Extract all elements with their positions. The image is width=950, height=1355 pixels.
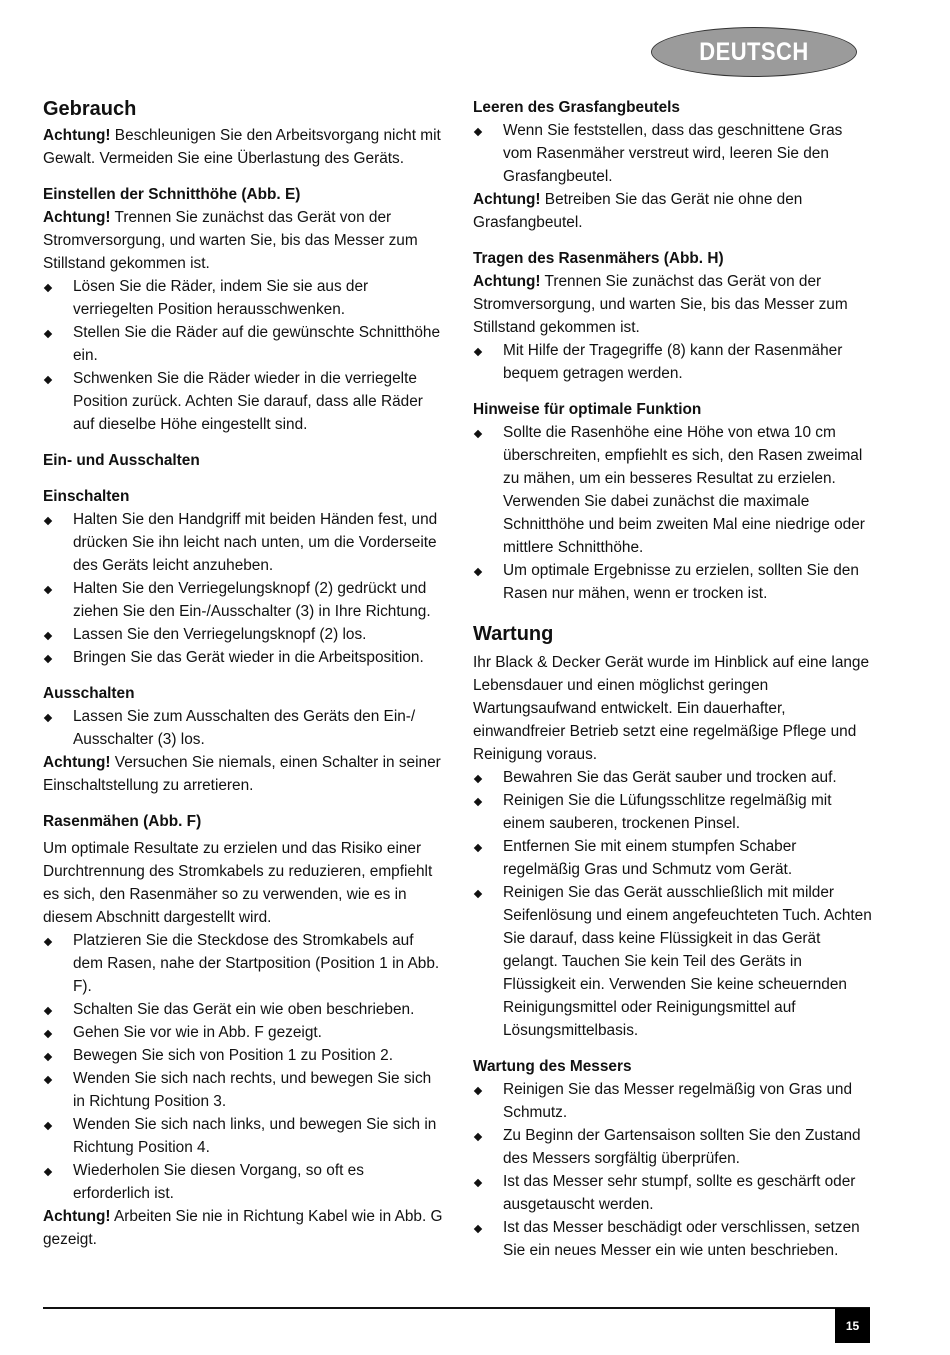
warning-paragraph (473, 188, 873, 234)
subsection-title-messer: Wartung des Messers (473, 1058, 632, 1075)
list-item: Bewahren Sie das Gerät sauber und trocken auf. (473, 766, 873, 789)
list-item: Bringen Sie das Gerät wieder in die Arbeitsposition. (43, 646, 443, 669)
warning-paragraph (43, 206, 443, 275)
warning-label: Achtung! (43, 209, 111, 226)
warning-text: Trennen Sie zunächst das Gerät von der Stromversorgung, und warten Sie, bis das Messer zum Stillstand gekommen ist. (473, 273, 848, 336)
warning-text: Betreiben Sie das Gerät nie ohne den Grasfangbeutel. (473, 191, 803, 231)
warning-label: Achtung! (43, 127, 111, 144)
warning-text: Arbeiten Sie nie in Richtung Kabel wie in Abb. G gezeigt. (43, 1208, 443, 1248)
list-item: Entfernen Sie mit einem stumpfen Schaber regelmäßig Gras und Schmutz vom Gerät. (473, 835, 873, 881)
list-item: Ist das Messer beschädigt oder verschlissen, setzen Sie ein neues Messer ein wie unten beschrieben. (473, 1216, 873, 1262)
list-item: Lassen Sie den Verriegelungsknopf (2) los. (43, 623, 443, 646)
list-item: Bewegen Sie sich von Position 1 zu Position 2. (43, 1044, 443, 1067)
warning-label: Achtung! (43, 1208, 111, 1225)
bullet-list (473, 339, 873, 385)
warning-label: Achtung! (473, 191, 541, 208)
warning-paragraph (473, 270, 873, 339)
bullet-list (473, 421, 873, 605)
list-item: Reinigen Sie das Messer regelmäßig von Gras und Schmutz. (473, 1078, 873, 1124)
list-item: Halten Sie den Handgriff mit beiden Händen fest, und drücken Sie ihn leicht nach unten, um die Vorderseite des Geräts leicht anzuheben. (43, 508, 443, 577)
warning-label: Achtung! (43, 754, 111, 771)
subsection-title-tragen: Tragen des Rasenmähers (Abb. H) (473, 250, 724, 267)
list-item: Wenden Sie sich nach rechts, und bewegen Sie sich in Richtung Position 3. (43, 1067, 443, 1113)
list-item: Zu Beginn der Gartensaison sollten Sie den Zustand des Messers sorgfältig überprüfen. (473, 1124, 873, 1170)
bullet-list (473, 766, 873, 1042)
list-item: Lassen Sie zum Ausschalten des Geräts den Ein-/ Ausschalter (3) los. (43, 705, 443, 751)
subsection-title-ein-aus: Ein- und Ausschalten (43, 452, 200, 469)
list-item: Schwenken Sie die Räder wieder in die verriegelte Position zurück. Achten Sie darauf, dass alle Räder auf dieselbe Höhe eingestellt sind. (43, 367, 443, 436)
warning-text: Beschleunigen Sie den Arbeitsvorgang nicht mit Gewalt. Vermeiden Sie eine Überlastung des Geräts. (43, 127, 441, 167)
footer-divider (43, 1307, 870, 1309)
list-item: Gehen Sie vor wie in Abb. F gezeigt. (43, 1021, 443, 1044)
list-item: Reinigen Sie das Gerät ausschließlich mit milder Seifenlösung und einem angefeuchteten Tuch. Achten Sie darauf, dass keine Flüssigkeit in das Gerät gelangt. Tauchen Sie kein Teil des Geräts in Flüssigkeit ein. Verwenden Sie keine scheuernden Reinigungsmittel oder Reinigungsmittel auf Lösungsmittelbasis. (473, 881, 873, 1042)
bullet-list (473, 1078, 873, 1262)
warning-paragraph (43, 124, 443, 170)
list-item: Mit Hilfe der Tragegriffe (8) kann der Rasenmäher bequem getragen werden. (473, 339, 873, 385)
subsection-title-grasfang: Leeren des Grasfangbeutels (473, 99, 680, 116)
subsection-title-ausschalten: Ausschalten (43, 685, 135, 702)
list-item: Stellen Sie die Räder auf die gewünschte Schnitthöhe ein. (43, 321, 443, 367)
section-title-gebrauch: Gebrauch (43, 98, 137, 120)
warning-text: Trennen Sie zunächst das Gerät von der Stromversorgung, und warten Sie, bis das Messer zum Stillstand gekommen ist. (43, 209, 418, 272)
list-item: Platzieren Sie die Steckdose des Stromkabels auf dem Rasen, nahe der Startposition (Position 1 in Abb. F). (43, 929, 443, 998)
subsection-title-rasenmaehen: Rasenmähen (Abb. F) (43, 813, 202, 830)
left-column (43, 96, 443, 1251)
list-item: Halten Sie den Verriegelungsknopf (2) gedrückt und ziehen Sie den Ein-/Ausschalter (3) in Ihre Richtung. (43, 577, 443, 623)
subsection-title-einschalten: Einschalten (43, 488, 130, 505)
list-item: Wenn Sie feststellen, dass das geschnittene Gras vom Rasenmäher verstreut wird, leeren Sie den Grasfangbeutel. (473, 119, 873, 188)
warning-text: Versuchen Sie niemals, einen Schalter in seiner Einschaltstellung zu arretieren. (43, 754, 441, 794)
list-item: Reinigen Sie die Lüfungsschlitze regelmäßig mit einem sauberen, trockenen Pinsel. (473, 789, 873, 835)
list-item: Wenden Sie sich nach links, und bewegen Sie sich in Richtung Position 4. (43, 1113, 443, 1159)
intro-paragraph: Um optimale Resultate zu erzielen und das Risiko einer Durchtrennung des Stromkabels zu reduzieren, empfiehlt es sich, den Rasenmäher so zu verwenden, wie es in diesem Abschnitt dargestellt wird. (43, 840, 433, 926)
warning-paragraph (43, 751, 443, 797)
list-item: Wiederholen Sie diesen Vorgang, so oft es erforderlich ist. (43, 1159, 443, 1205)
bullet-list (43, 705, 443, 751)
bullet-list (43, 508, 443, 669)
list-item: Ist das Messer sehr stumpf, sollte es geschärft oder ausgetauscht werden. (473, 1170, 873, 1216)
list-item: Sollte die Rasenhöhe eine Höhe von etwa 10 cm überschreiten, empfiehlt es sich, den Rasen zweimal zu mähen, um ein besseres Resultat zu erzielen. Verwenden Sie dabei zunächst die maximale Schnitthöhe und beim zweiten Mal eine niedrige oder mittlere Schnitthöhe. (473, 421, 873, 559)
warning-label: Achtung! (473, 273, 541, 290)
right-column (473, 96, 873, 1262)
language-badge: DEUTSCH (651, 27, 857, 77)
list-item: Lösen Sie die Räder, indem Sie sie aus der verriegelten Position herausschwenken. (43, 275, 443, 321)
subsection-title-hinweise: Hinweise für optimale Funktion (473, 401, 702, 418)
page-number: 15 (835, 1308, 870, 1343)
bullet-list (43, 275, 443, 436)
subsection-title-schnitthoehe: Einstellen der Schnitthöhe (Abb. E) (43, 186, 301, 203)
warning-paragraph (43, 1205, 443, 1251)
bullet-list (473, 119, 873, 188)
section-title-wartung: Wartung (473, 623, 554, 645)
intro-paragraph: Ihr Black & Decker Gerät wurde im Hinblick auf eine lange Lebensdauer und einen möglichst geringen Wartungsaufwand entwickelt. Ein dauerhafter, einwandfreier Betrieb setzt eine regelmäßige Pflege und Reinigung voraus. (473, 654, 870, 763)
list-item: Schalten Sie das Gerät ein wie oben beschrieben. (43, 998, 443, 1021)
list-item: Um optimale Ergebnisse zu erzielen, sollten Sie den Rasen nur mähen, wenn er trocken ist. (473, 559, 873, 605)
bullet-list (43, 929, 443, 1205)
